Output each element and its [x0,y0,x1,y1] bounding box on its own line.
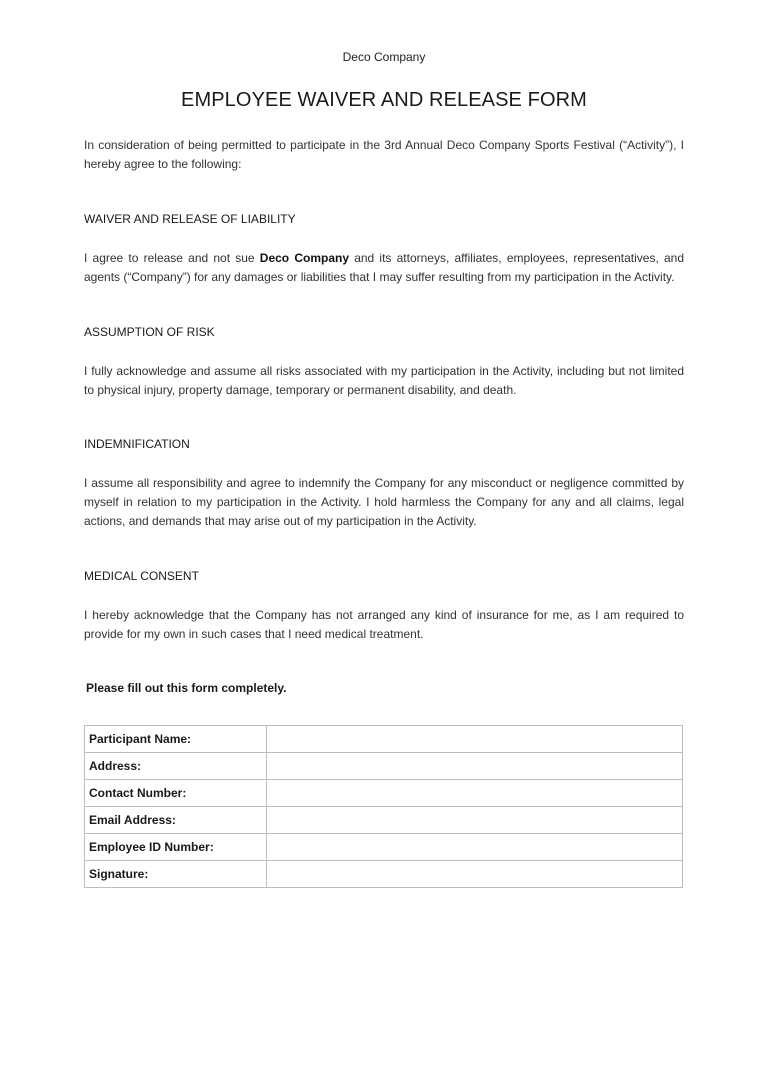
section-heading-indemnification: INDEMNIFICATION [84,437,190,451]
table-row [85,780,683,807]
employee-id-field[interactable] [266,834,682,861]
participant-name-field[interactable] [266,726,682,753]
section-body-risk: I fully acknowledge and assume all risks associated with my participation in the Activity, including but not limited to physical injury, property damage, temporary or permanent disability, and death. [84,364,684,397]
field-label-email-address: Email Address: [85,807,267,834]
signature-field[interactable] [266,861,682,888]
address-field[interactable] [266,753,682,780]
section-heading-risk: ASSUMPTION OF RISK [84,325,215,339]
table-row [85,726,683,753]
section-heading-waiver: WAIVER AND RELEASE OF LIABILITY [84,212,296,226]
section-body-medical: I hereby acknowledge that the Company has not arranged any kind of insurance for me, as I am required to provide for my own in such cases that I need medical treatment. [84,608,684,641]
table-row [85,861,683,888]
field-label-employee-id: Employee ID Number: [85,834,267,861]
field-label-signature: Signature: [85,861,267,888]
waiver-text-start: I agree to release and not sue [84,251,260,265]
intro-paragraph: In consideration of being permitted to participate in the 3rd Annual Deco Company Sports Festival (“Activity”), I hereby agree to the following: [84,138,684,171]
table-row [85,753,683,780]
document-title: EMPLOYEE WAIVER AND RELEASE FORM [181,89,587,111]
field-label-participant-name: Participant Name: [85,726,267,753]
section-body-waiver [84,249,684,287]
participant-form-table [84,725,683,888]
section-heading-medical: MEDICAL CONSENT [84,569,199,583]
section-body-indemnification: I assume all responsibility and agree to indemnify the Company for any misconduct or negligence committed by myself in relation to my participation in the Activity. I hold harmless the Company for any and all claims, legal actions, and demands that may arise out of my participation in the Activity. [84,476,684,528]
contact-number-field[interactable] [266,780,682,807]
waiver-text-end: and its attorneys, affiliates, employees, representatives, and agents (“Company”) for any damages or liabilities that I may suffer resulting from my participation in the Activity. [84,251,684,284]
waiver-company-name: Deco Company [259,251,350,265]
company-name: Deco Company [342,50,426,64]
field-label-address: Address: [85,753,267,780]
email-address-field[interactable] [266,807,682,834]
field-label-contact-number: Contact Number: [85,780,267,807]
table-row [85,807,683,834]
form-instruction: Please fill out this form completely. [86,681,287,695]
table-row [85,834,683,861]
